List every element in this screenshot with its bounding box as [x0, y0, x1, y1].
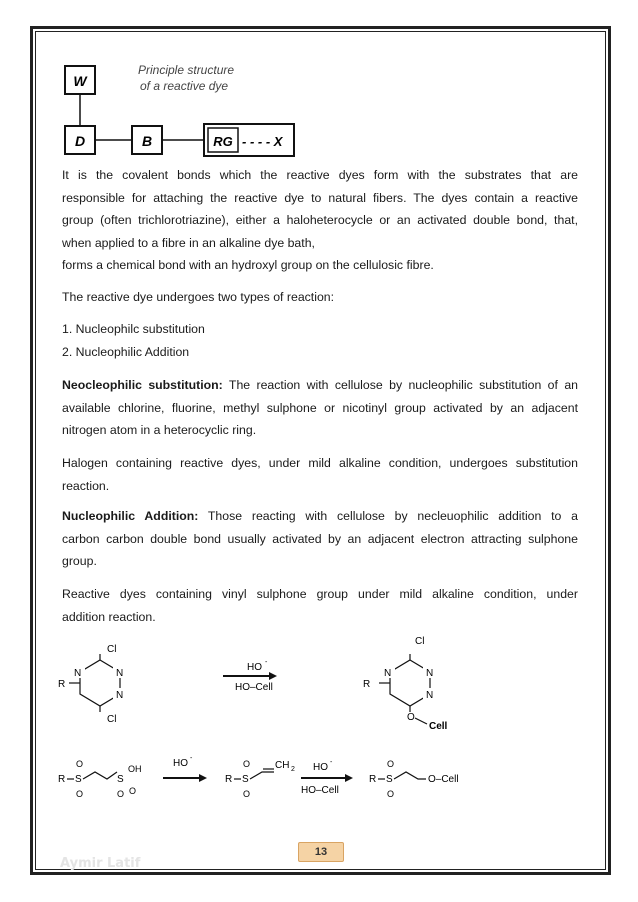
cl-bottom-label: Cl [107, 714, 117, 725]
s-label: S [386, 774, 393, 785]
addition-reaction-scheme [55, 748, 575, 818]
paragraph-6 [62, 583, 578, 628]
o-label: O [387, 789, 395, 799]
author-watermark: Aymir Latif [60, 856, 141, 871]
o-label: O [243, 789, 251, 799]
reagent-ho-cell: HO–Cell [301, 785, 339, 796]
reaction-types-list [62, 318, 578, 363]
product-cl-label: Cl [415, 636, 425, 647]
n-label: N [426, 668, 434, 679]
reagent-ho-sup: - [190, 755, 193, 762]
list-item: 2. Nucleophilic Addition [62, 344, 190, 359]
s-label: S [242, 774, 249, 785]
p5-line1: Those reacting with cellulose by necleuophilic addition to a [198, 509, 578, 523]
substitution-reaction-scheme [55, 632, 575, 732]
reagent-ho-sup: - [265, 659, 268, 666]
ch2-subscript: 2 [291, 766, 295, 773]
product-r-label: R [363, 679, 371, 690]
dash-x-label: - - - - X [242, 134, 283, 149]
cl-top-label: Cl [107, 644, 117, 655]
reagent-ho: HO [173, 758, 188, 769]
p5-line2: carbon carbon double bond usually activated by an adjacent electron attracting sulphone [62, 531, 578, 546]
o-label: O [387, 759, 395, 769]
p1-line3: group (often trichlorotriazine), either a haloheterocycle or an activated double bond, that, [62, 213, 578, 227]
p5-line3: group. [62, 554, 97, 568]
r-label: R [58, 679, 66, 690]
o-label: O [243, 759, 251, 769]
p3-line3: nitrogen atom in a heterocyclic ring. [62, 423, 257, 437]
paragraph-5 [62, 505, 578, 573]
r-label: R [369, 774, 377, 785]
ch2-label: CH [275, 760, 290, 771]
o-label: O [76, 759, 84, 769]
p5-heading: Nucleophilic Addition: [62, 509, 199, 523]
p3-line2: available chlorine, fluorine, methyl sulphone or nicotinyl group activated by an adjacent [62, 400, 578, 415]
n-label: N [116, 668, 124, 679]
p3-heading: Neocleophilic substitution: [62, 378, 223, 392]
paragraph-3 [62, 374, 578, 442]
product-o-label: O [407, 712, 415, 723]
oh-label: OH [128, 764, 142, 774]
p4-line2: reaction. [62, 478, 110, 493]
n-label: N [74, 668, 82, 679]
reagent-ho: HO [247, 662, 262, 673]
p6-line2: addition reaction. [62, 609, 156, 624]
box-b-label: B [141, 133, 153, 149]
o-label: O [117, 789, 125, 799]
p3-line1: The reaction with cellulose by nucleophilic substitution of an [222, 378, 578, 392]
product-cell-label: Cell [429, 721, 448, 732]
reactive-dye-structure-diagram [60, 52, 320, 162]
box-w-label: W [73, 73, 87, 89]
o-label: O [76, 789, 84, 799]
paragraph-1 [62, 164, 578, 277]
o-cell-label: O–Cell [428, 774, 459, 785]
triazine-product [379, 654, 430, 724]
s-label: S [75, 774, 82, 785]
paragraph-2: The reactive dye undergoes two types of reaction: [62, 290, 335, 304]
r-label: R [225, 774, 233, 785]
box-d-label: D [74, 133, 86, 149]
reagent-ho-cell: HO–Cell [235, 682, 273, 693]
p1-line5: forms a chemical bond with an hydroxyl group on the cellulosic fibre. [62, 258, 434, 272]
list-item: 1. Nucleophilc substitution [62, 322, 205, 336]
n-label: N [384, 668, 392, 679]
triazine-reactant [69, 654, 120, 712]
reagent-ho: HO [313, 762, 328, 773]
reagent-ho-sup: - [330, 759, 333, 766]
r-label: R [58, 774, 66, 785]
o-label: O [129, 786, 137, 796]
page-number-badge: 13 [298, 842, 344, 862]
diagram-caption-line2: of a reactive dye [140, 79, 229, 93]
diagram-caption-line1: Principle structure [138, 63, 235, 77]
p1-line1: It is the covalent bonds which the reactive dyes form with the substrates that are [62, 168, 578, 182]
paragraph-4 [62, 452, 578, 497]
p1-line2: responsible for attaching the reactive dye to natural fibers. The dyes contain a reactive [62, 190, 578, 205]
p1-line4: when applied to a fibre in an alkaline dye bath, [62, 235, 315, 250]
box-rg-label: RG [213, 134, 233, 149]
n-label: N [426, 690, 434, 701]
p6-line1: Reactive dyes containing vinyl sulphone group under mild alkaline condition, under [62, 587, 578, 601]
p4-line1: Halogen containing reactive dyes, under mild alkaline condition, undergoes substitution [62, 456, 578, 470]
n-label: N [116, 690, 124, 701]
s-label: S [117, 774, 124, 785]
